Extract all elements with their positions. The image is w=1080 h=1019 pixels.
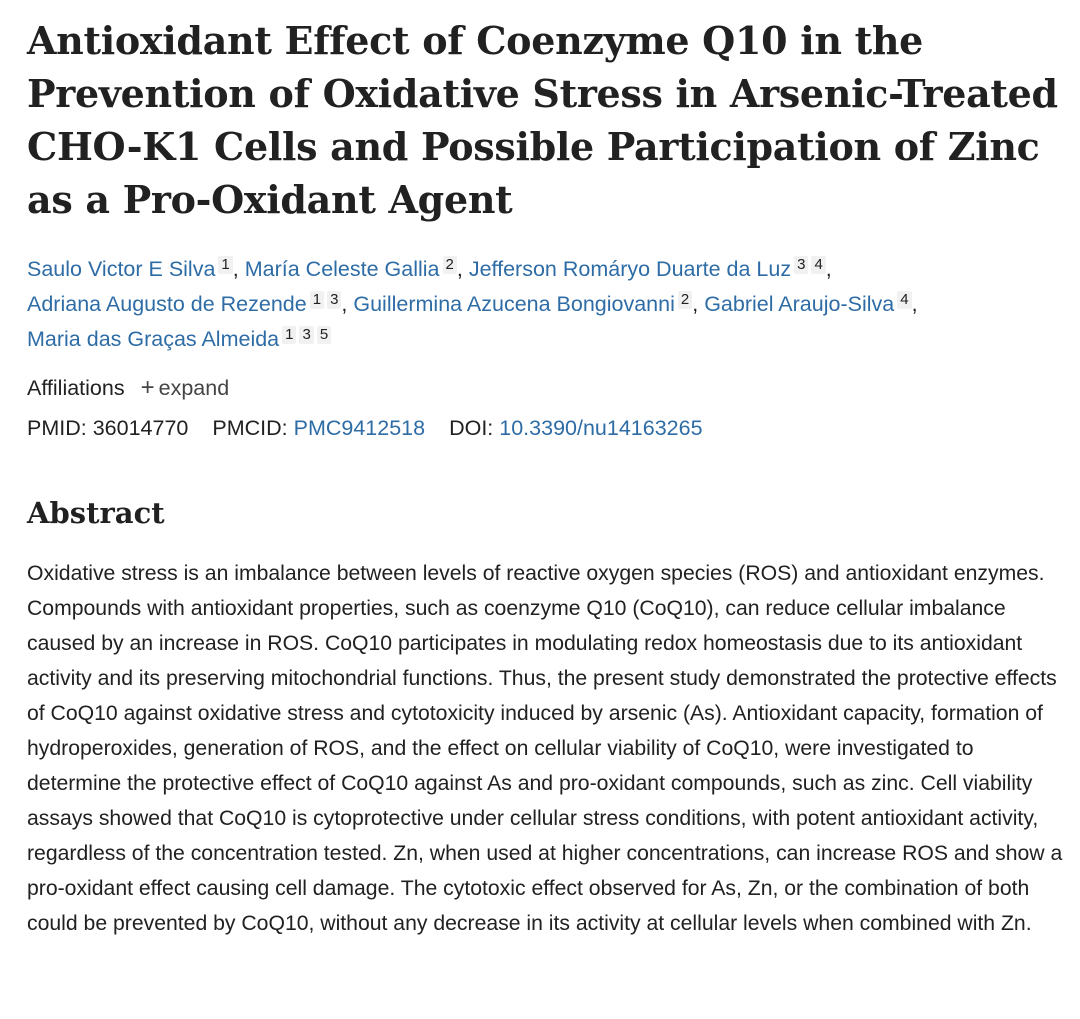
affiliation-number-badge[interactable]: 3 <box>327 291 341 309</box>
author-name-link[interactable]: Guillermina Azucena Bongiovanni <box>353 292 675 316</box>
author-name-link[interactable]: Jefferson Romáryo Duarte da Luz <box>468 257 792 281</box>
author-separator: , <box>825 257 832 281</box>
affiliation-number-badge[interactable]: 1 <box>282 326 296 344</box>
author-list <box>27 252 1067 357</box>
doi-label: DOI: <box>449 416 494 440</box>
affiliations-expand-button[interactable] <box>141 376 230 400</box>
author-item <box>27 292 347 316</box>
pmcid-link[interactable]: PMC9412518 <box>293 416 426 440</box>
pmid-value: 36014770 <box>92 416 189 440</box>
pmid-label: PMID: <box>27 416 87 440</box>
affiliation-number-badge[interactable]: 5 <box>317 326 331 344</box>
doi-link[interactable]: 10.3390/nu14163265 <box>499 416 703 440</box>
abstract-text: Oxidative stress is an imbalance between levels of reactive oxygen species (ROS) and antioxidant enzymes. Compounds with antioxidant properties, such as coenzyme Q10 (CoQ10), can reduce cellular imbalance caused by an increase in ROS. CoQ10 participates in modulating redox homeostasis due to its antioxidant activity and its preserving mitochondrial functions. Thus, the present study demonstrated the protective effects of CoQ10 against oxidative stress and cytotoxicity induced by arsenic (As). Antioxidant capacity, formation of hydroperoxides, generation of ROS, and the effect on cellular viability of CoQ10, were investigated to determine the protective effect of CoQ10 against As and pro-oxidant compounds, such as zinc. Cell viability assays showed that CoQ10 is cytoprotective under cellular stress conditions, with potent antioxidant activity, regardless of the concentration tested. Zn, when used at higher concentrations, can increase ROS and show a pro-oxidant effect causing cell damage. The cytotoxic effect observed for As, Zn, or the combination of both could be prevented by CoQ10, without any decrease in its activity at cellular levels when combined with Zn. <box>27 562 1063 936</box>
affiliation-number-badge[interactable]: 1 <box>310 291 324 309</box>
affiliations-label: Affiliations <box>27 376 125 400</box>
affiliation-number-badge[interactable]: 4 <box>811 256 825 274</box>
author-name-link[interactable]: Saulo Victor E Silva <box>27 257 216 281</box>
expand-label: expand <box>158 376 230 400</box>
author-item <box>245 257 463 281</box>
author-item <box>27 327 331 351</box>
affiliation-number-badge[interactable]: 2 <box>678 291 692 309</box>
affiliation-number-badge[interactable]: 4 <box>897 291 911 309</box>
pmid-group <box>27 416 194 440</box>
plus-icon: + <box>140 374 155 401</box>
affiliation-number-badge[interactable]: 3 <box>299 326 313 344</box>
affiliation-number-badge[interactable]: 1 <box>218 256 232 274</box>
affiliations-row <box>27 374 1067 402</box>
article-title: Antioxidant Effect of Coenzyme Q10 in the Prevention of Oxidative Stress in Arsenic-Treated CHO-K1 Cells and Possible Participation of Zinc as a Pro-Oxidant Agent <box>27 18 1058 222</box>
author-name-link[interactable]: María Celeste Gallia <box>244 257 440 281</box>
author-item <box>353 292 698 316</box>
identifiers-row <box>27 414 1067 442</box>
author-item <box>27 257 239 281</box>
doi-group <box>449 416 702 440</box>
author-name-link[interactable]: Gabriel Araujo-Silva <box>704 292 895 316</box>
author-name-link[interactable]: Maria das Graças Almeida <box>27 327 280 351</box>
author-name-link[interactable]: Adriana Augusto de Rezende <box>27 292 307 316</box>
author-separator: , <box>341 292 348 316</box>
pmcid-group <box>212 416 431 440</box>
author-item <box>704 292 917 316</box>
author-separator: , <box>232 257 239 281</box>
abstract-heading: Abstract <box>27 496 165 530</box>
author-item <box>469 257 832 281</box>
author-separator: , <box>692 292 699 316</box>
affiliation-number-badge[interactable]: 2 <box>443 256 457 274</box>
article-page <box>27 14 1067 962</box>
pmcid-label: PMCID: <box>212 416 288 440</box>
affiliation-number-badge[interactable]: 3 <box>794 256 808 274</box>
author-separator: , <box>911 292 918 316</box>
author-separator: , <box>456 257 463 281</box>
